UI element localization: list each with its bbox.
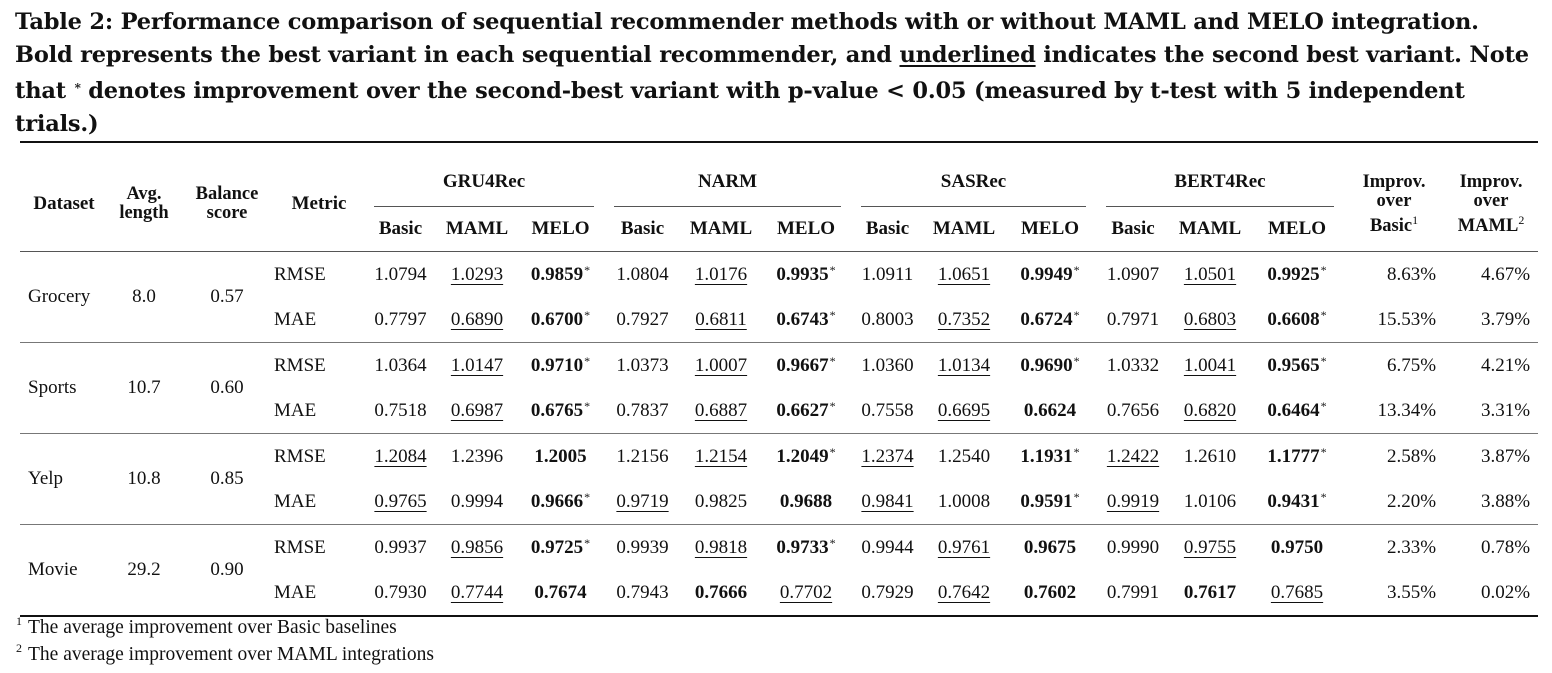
significance-star: * (1073, 445, 1080, 459)
significance-star: * (1320, 263, 1327, 277)
cell-value (517, 434, 604, 480)
cell-value (437, 252, 517, 298)
results-table-wrapper (20, 141, 1538, 617)
table-row (20, 434, 1538, 480)
header-variant-basic: Basic (604, 207, 681, 252)
value-text: 0.7744 (450, 581, 504, 603)
cell-value (1170, 252, 1250, 298)
cell-value (851, 479, 924, 525)
cell-value (761, 434, 851, 480)
cell-imp-maml: 3.88% (1480, 490, 1531, 512)
cell-metric: RMSE (274, 354, 326, 376)
cell-value (681, 297, 761, 343)
significance-star: * (829, 536, 836, 550)
cell-value (604, 525, 681, 571)
value-text: 0.7352 (937, 308, 991, 330)
cell-imp-basic: 15.53% (1377, 308, 1437, 330)
cell-value (681, 343, 761, 389)
cell-imp-maml: 0.02% (1480, 581, 1531, 603)
value-text: 0.9841 (861, 490, 914, 512)
significance-star: * (1320, 399, 1327, 413)
header-variant-basic: Basic (851, 207, 924, 252)
value-text: 0.7602 (1023, 581, 1077, 603)
significance-star: * (584, 536, 591, 550)
cell-value (1096, 343, 1170, 389)
value-text: 1.0134 (937, 354, 991, 376)
cell-value (517, 343, 604, 389)
value-text: 1.2396 (450, 445, 504, 467)
table-row (20, 525, 1538, 571)
value-text: 0.7518 (374, 399, 427, 421)
value-text: 1.1931 (1020, 446, 1073, 467)
cell-value (1170, 570, 1250, 616)
value-text: 0.6627 (776, 400, 829, 421)
value-text: 0.9919 (1106, 490, 1160, 512)
significance-star: * (584, 399, 591, 413)
cell-imp-maml: 4.21% (1480, 354, 1531, 376)
value-text: 0.6724 (1020, 309, 1073, 330)
value-text: 0.9666 (530, 491, 584, 512)
value-text: 0.9688 (779, 490, 833, 512)
value-text: 0.9937 (374, 536, 427, 558)
cell-value (364, 479, 437, 525)
value-text: 0.9825 (694, 490, 748, 512)
cell-value (924, 343, 1004, 389)
value-text: 1.2422 (1106, 445, 1160, 467)
cell-value (517, 525, 604, 571)
cell-value (851, 525, 924, 571)
value-text: 1.0911 (861, 263, 914, 285)
cell-imp-maml: 4.67% (1480, 263, 1531, 285)
value-text: 0.7702 (779, 581, 833, 603)
cell-balance: 0.90 (210, 559, 244, 580)
header-variant-maml: MAML (924, 207, 1004, 252)
value-text: 0.7927 (616, 308, 669, 330)
value-text: 0.9733 (776, 537, 829, 558)
cell-metric: MAE (274, 308, 317, 330)
cell-imp-basic: 8.63% (1386, 263, 1437, 285)
value-text: 0.9935 (776, 264, 829, 285)
cell-value (604, 343, 681, 389)
value-text: 0.6765 (530, 400, 584, 421)
value-text: 0.7656 (1106, 399, 1160, 421)
significance-star: * (1320, 354, 1327, 368)
cell-value (1004, 388, 1096, 434)
cell-value (437, 388, 517, 434)
significance-star: * (1073, 308, 1080, 322)
cell-value (681, 388, 761, 434)
cell-value (851, 570, 924, 616)
cell-value (1096, 525, 1170, 571)
cell-value (437, 297, 517, 343)
value-text: 0.9925 (1267, 264, 1320, 285)
cell-value (681, 570, 761, 616)
value-text: 1.2540 (937, 445, 991, 467)
cell-imp-maml: 3.87% (1480, 445, 1531, 467)
value-text: 1.2610 (1183, 445, 1237, 467)
value-text: 0.9667 (776, 355, 829, 376)
value-text: 0.6624 (1023, 399, 1077, 421)
value-text: 0.7991 (1106, 581, 1160, 603)
cell-value (1004, 434, 1096, 480)
value-text: 0.7642 (937, 581, 991, 603)
significance-star: * (829, 263, 836, 277)
cell-value (604, 252, 681, 298)
value-text: 0.9994 (450, 490, 504, 512)
cell-value (761, 479, 851, 525)
cell-value (364, 434, 437, 480)
header-improv-maml: Improv. over MAML$^2$ (1444, 142, 1538, 252)
value-text: 0.6887 (694, 399, 748, 421)
cell-value (681, 525, 761, 571)
header-variant-melo: MELO (761, 207, 851, 252)
cell-metric: RMSE (274, 536, 326, 558)
cell-value (1004, 525, 1096, 571)
cell-balance: 0.60 (210, 377, 244, 398)
cell-value (437, 479, 517, 525)
header-group-bert4rec: BERT4Rec (1096, 142, 1344, 207)
value-text: 0.6695 (937, 399, 991, 421)
value-text: 0.9591 (1020, 491, 1073, 512)
value-text: 0.9750 (1270, 536, 1324, 558)
significance-star: * (1073, 490, 1080, 504)
cell-value (604, 297, 681, 343)
cell-dataset: Sports (28, 377, 77, 398)
cell-value (1096, 388, 1170, 434)
value-text: 1.0804 (616, 263, 669, 285)
cell-value (517, 297, 604, 343)
header-variant-melo: MELO (517, 207, 604, 252)
cell-imp-basic: 3.55% (1386, 581, 1437, 603)
header-variant-melo: MELO (1004, 207, 1096, 252)
cell-value (761, 525, 851, 571)
cell-value (1250, 570, 1344, 616)
cell-avg-length: 29.2 (127, 559, 161, 580)
cell-metric: RMSE (274, 445, 326, 467)
significance-star: * (829, 445, 836, 459)
value-text: 0.9818 (694, 536, 748, 558)
significance-star: * (829, 399, 836, 413)
cell-value (364, 297, 437, 343)
results-body (20, 252, 1538, 617)
cell-imp-basic: 6.75% (1386, 354, 1437, 376)
value-text: 0.6820 (1183, 399, 1237, 421)
cell-value (1004, 343, 1096, 389)
cell-value (1096, 570, 1170, 616)
cell-value (924, 252, 1004, 298)
cell-value (761, 570, 851, 616)
significance-star: * (1073, 354, 1080, 368)
cell-value (1250, 434, 1344, 480)
value-text: 0.6987 (450, 399, 504, 421)
header-improv-basic: Improv. over Basic$^1$ (1344, 142, 1444, 252)
header-variant-basic: Basic (364, 207, 437, 252)
cell-value (924, 434, 1004, 480)
header-group-gru4rec: GRU4Rec (364, 142, 604, 207)
cell-value (517, 388, 604, 434)
value-text: 0.9565 (1267, 355, 1320, 376)
value-text: 0.7797 (374, 308, 427, 330)
cell-avg-length: 10.8 (127, 468, 161, 489)
cell-value (924, 388, 1004, 434)
cell-value (1170, 525, 1250, 571)
value-text: 1.0293 (450, 263, 504, 285)
cell-value (851, 252, 924, 298)
value-text: 0.9765 (374, 490, 427, 512)
value-text: 1.0332 (1106, 354, 1160, 376)
value-text: 0.7674 (534, 581, 587, 603)
value-text: 0.7943 (616, 581, 669, 603)
cell-value (681, 479, 761, 525)
footnote-1: $^1$ The average improvement over Basic baselines (16, 614, 397, 638)
significance-star: * (1320, 445, 1327, 459)
cell-value (761, 252, 851, 298)
value-text: 1.0147 (450, 354, 504, 376)
value-text: 0.7558 (861, 399, 914, 421)
caption-underlined-word: underlined (899, 42, 1036, 68)
cell-value (1170, 479, 1250, 525)
value-text: 0.9719 (616, 490, 669, 512)
cell-value (1170, 297, 1250, 343)
cell-value (1170, 388, 1250, 434)
header-metric: Metric (274, 142, 364, 252)
cell-value (1096, 479, 1170, 525)
value-text: 1.2374 (861, 445, 914, 467)
cell-dataset: Yelp (28, 468, 64, 489)
cell-avg-length: 8.0 (132, 286, 156, 307)
cell-value (924, 479, 1004, 525)
cell-imp-basic: 13.34% (1377, 399, 1437, 421)
cell-value (1170, 434, 1250, 480)
header-variant-melo: MELO (1250, 207, 1344, 252)
cell-imp-maml: 3.31% (1480, 399, 1531, 421)
cell-imp-maml: 3.79% (1480, 308, 1531, 330)
cell-value (1250, 525, 1344, 571)
value-text: 0.9856 (450, 536, 504, 558)
cell-metric: MAE (274, 399, 317, 421)
value-text: 1.2005 (534, 445, 587, 467)
value-text: 1.0373 (616, 354, 669, 376)
cell-value (604, 388, 681, 434)
value-text: 1.0041 (1183, 354, 1237, 376)
caption-part3: denotes improvement over the second-best variant with p-value < 0.05 (measured by t-test with 5 independent trials.) (15, 78, 1465, 137)
value-text: 1.0360 (861, 354, 914, 376)
cell-value (681, 252, 761, 298)
header-balance-score: Balance score (180, 142, 274, 252)
cell-balance: 0.57 (210, 286, 244, 307)
value-text: 1.1777 (1267, 446, 1320, 467)
table-row (20, 252, 1538, 298)
header-variant-basic: Basic (1096, 207, 1170, 252)
significance-star: * (584, 490, 591, 504)
cell-imp-basic: 2.58% (1386, 445, 1437, 467)
significance-star: * (584, 263, 591, 277)
value-text: 0.9690 (1020, 355, 1073, 376)
cell-value (364, 525, 437, 571)
cell-value (1004, 297, 1096, 343)
footnote-2: $^2$ The average improvement over MAML integrations (16, 641, 434, 665)
cell-value (437, 434, 517, 480)
cell-avg-length: 10.7 (127, 377, 161, 398)
header-group-sasrec: SASRec (851, 142, 1096, 207)
value-text: 0.6803 (1183, 308, 1237, 330)
cell-imp-maml: 0.78% (1480, 536, 1531, 558)
cell-value (1096, 252, 1170, 298)
cell-balance: 0.85 (210, 468, 244, 489)
value-text: 1.2084 (374, 445, 427, 467)
significance-star: * (584, 354, 591, 368)
value-text: 0.9859 (530, 264, 584, 285)
value-text: 1.0907 (1106, 263, 1160, 285)
value-text: 0.7666 (694, 581, 748, 603)
cell-value (761, 297, 851, 343)
cell-value (517, 570, 604, 616)
header-variant-maml: MAML (681, 207, 761, 252)
value-text: 0.9949 (1020, 264, 1073, 285)
cell-imp-basic: 2.33% (1386, 536, 1437, 558)
value-text: 0.6700 (530, 309, 584, 330)
cell-metric: MAE (274, 490, 317, 512)
cell-imp-basic: 2.20% (1386, 490, 1437, 512)
cell-value (604, 434, 681, 480)
value-text: 0.7685 (1270, 581, 1324, 603)
value-text: 0.7971 (1106, 308, 1160, 330)
significance-star: * (1073, 263, 1080, 277)
value-text: 0.7929 (861, 581, 914, 603)
value-text: 0.6608 (1267, 309, 1320, 330)
value-text: 0.9755 (1183, 536, 1237, 558)
cell-value (1250, 297, 1344, 343)
cell-value (924, 297, 1004, 343)
cell-metric: MAE (274, 581, 317, 603)
header-avg-length: Avg. length (108, 142, 180, 252)
value-text: 0.9675 (1023, 536, 1077, 558)
value-text: 0.9431 (1267, 491, 1320, 512)
cell-value (761, 388, 851, 434)
cell-value (1250, 388, 1344, 434)
cell-value (681, 434, 761, 480)
value-text: 0.9725 (530, 537, 584, 558)
cell-value (1004, 570, 1096, 616)
cell-value (1250, 252, 1344, 298)
cell-value (517, 252, 604, 298)
cell-value (1004, 252, 1096, 298)
cell-value (364, 388, 437, 434)
cell-value (437, 343, 517, 389)
cell-value (437, 570, 517, 616)
value-text: 0.7617 (1183, 581, 1237, 603)
value-text: 0.7930 (374, 581, 427, 603)
value-text: 1.0008 (937, 490, 991, 512)
cell-dataset: Grocery (28, 286, 91, 307)
significance-star: * (584, 308, 591, 322)
header-variant-maml: MAML (1170, 207, 1250, 252)
value-text: 0.6464 (1267, 400, 1320, 421)
cell-value (924, 570, 1004, 616)
value-text: 1.0007 (694, 354, 748, 376)
value-text: 1.0651 (937, 263, 991, 285)
cell-value (761, 343, 851, 389)
cell-value (364, 252, 437, 298)
cell-value (1170, 343, 1250, 389)
cell-value (1250, 479, 1344, 525)
table-caption (15, 6, 1540, 141)
cell-value (604, 479, 681, 525)
cell-value (851, 343, 924, 389)
value-text: 0.9939 (616, 536, 669, 558)
header-group-narm: NARM (604, 142, 851, 207)
cell-dataset: Movie (28, 559, 78, 580)
value-text: 1.0501 (1183, 263, 1237, 285)
table-row (20, 343, 1538, 389)
value-text: 1.0176 (694, 263, 748, 285)
cell-value (437, 525, 517, 571)
header-variant-maml: MAML (437, 207, 517, 252)
cell-value (851, 388, 924, 434)
significance-star: * (1320, 490, 1327, 504)
value-text: 0.6890 (450, 308, 504, 330)
value-text: 1.2049 (776, 446, 829, 467)
value-text: 0.6811 (695, 308, 747, 330)
caption-star: * (74, 81, 81, 95)
significance-star: * (829, 308, 836, 322)
cell-value (1250, 343, 1344, 389)
cell-value (1004, 479, 1096, 525)
value-text: 0.8003 (861, 308, 914, 330)
caption-part2: indicates the second best variant. Note that (15, 42, 1529, 104)
cell-value (1096, 297, 1170, 343)
header-dataset: Dataset (20, 142, 108, 252)
cell-value (924, 525, 1004, 571)
value-text: 1.2154 (694, 445, 748, 467)
cell-value (1096, 434, 1170, 480)
value-text: 1.0364 (374, 354, 427, 376)
caption-part1: Table 2: Performance comparison of sequential recommender methods with or without MAML and MELO integration. Bold represents the best variant in each sequential recommender, and (15, 9, 1479, 68)
cell-value (364, 343, 437, 389)
value-text: 0.9990 (1106, 536, 1160, 558)
value-text: 0.9761 (937, 536, 991, 558)
value-text: 0.7837 (616, 399, 669, 421)
significance-star: * (1320, 308, 1327, 322)
results-table (20, 141, 1538, 617)
cell-value (364, 570, 437, 616)
value-text: 0.9710 (530, 355, 584, 376)
cell-value (851, 434, 924, 480)
value-text: 0.6743 (776, 309, 829, 330)
value-text: 0.9944 (861, 536, 914, 558)
cell-value (604, 570, 681, 616)
value-text: 1.2156 (616, 445, 669, 467)
value-text: 1.0106 (1183, 490, 1237, 512)
significance-star: * (829, 354, 836, 368)
cell-value (851, 297, 924, 343)
cell-value (517, 479, 604, 525)
value-text: 1.0794 (374, 263, 427, 285)
cell-metric: RMSE (274, 263, 326, 285)
